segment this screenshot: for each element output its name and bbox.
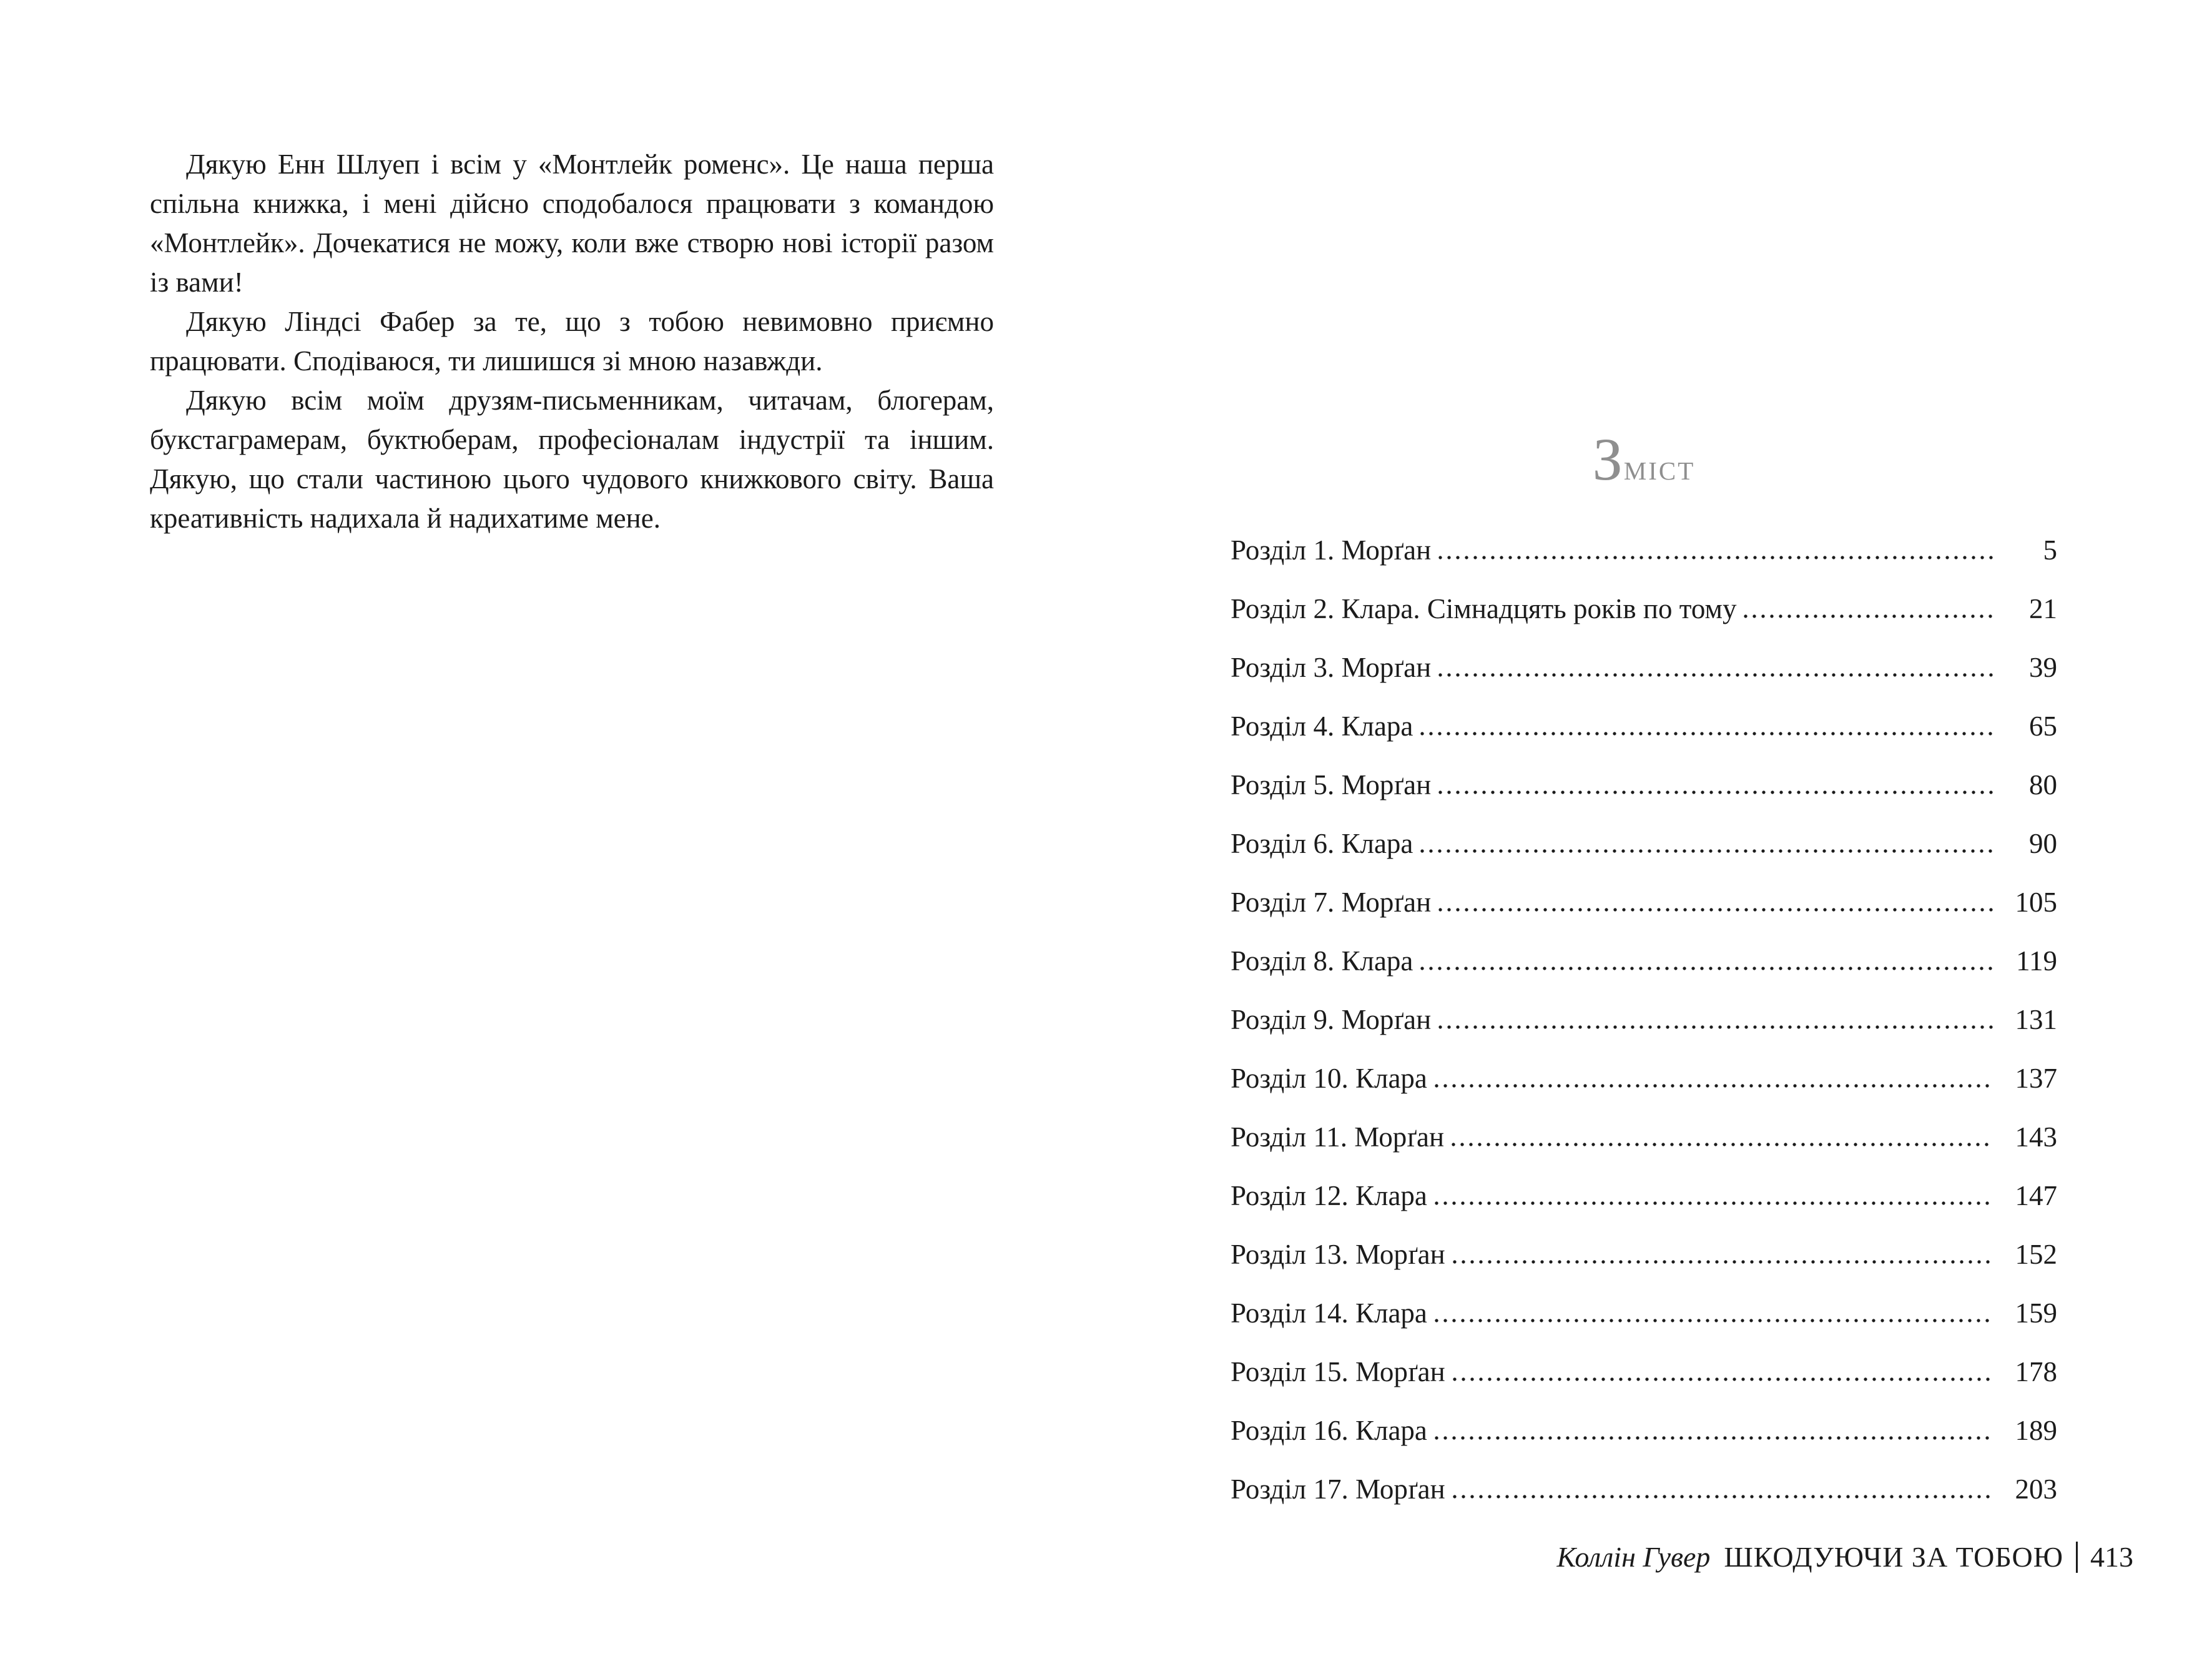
dot-leader	[1453, 1377, 1993, 1381]
footer-book-title: ШКОДУЮЧИ ЗА ТОБОЮ	[1724, 1541, 2063, 1573]
dot-leader	[1420, 967, 1993, 970]
toc-entry	[1231, 536, 2057, 564]
footer-author: Коллін Гувер	[1556, 1541, 1711, 1573]
toc-entry-label: Розділ 15. Морґан	[1231, 1356, 1445, 1387]
toc-entry-page: 131	[2015, 1004, 2057, 1035]
toc-entry-label: Розділ 9. Морґан	[1231, 1004, 1432, 1035]
toc-entry-label: Розділ 8. Клара	[1231, 945, 1413, 977]
toc-entry	[1231, 712, 2057, 741]
toc-entry	[1231, 1064, 2057, 1093]
toc-entry-page: 21	[2029, 593, 2057, 624]
toc-entry	[1231, 1299, 2057, 1327]
toc-entry-page: 152	[2015, 1239, 2057, 1270]
acknowledgments-paragraph-1: Дякую Енн Шлуеп і всім у «Монтлейк роменс». Це наша перша спільна книжка, і мені дійсно сподобалося працювати з командою «Монтлейк». Дочекатися не можу, коли вже створю нові історії разом із вами!	[150, 149, 994, 298]
toc-entry-label: Розділ 16. Клара	[1231, 1415, 1427, 1446]
toc-entry-label: Розділ 5. Морґан	[1231, 769, 1432, 800]
toc-entry-page: 203	[2015, 1474, 2057, 1505]
dot-leader	[1438, 790, 1993, 794]
toc-entry	[1231, 1416, 2057, 1445]
toc-entry	[1231, 653, 2057, 682]
toc-entry-label: Розділ 11. Морґан	[1231, 1121, 1445, 1153]
toc-entry-label: Розділ 4. Клара	[1231, 711, 1413, 742]
dot-leader	[1453, 1260, 1993, 1264]
toc-entry	[1231, 829, 2057, 858]
toc-entry-page: 143	[2015, 1121, 2057, 1153]
toc-entry-page: 147	[2015, 1180, 2057, 1211]
toc-entry-label: Розділ 1. Морґан	[1231, 534, 1432, 566]
toc-entry	[1231, 1123, 2057, 1151]
dot-leader	[1438, 1025, 1993, 1029]
toc-heading-rest: міст	[1623, 447, 1696, 488]
page-footer	[1557, 1541, 2133, 1573]
toc-entry-label: Розділ 2. Клара. Сімнадцять років по тому	[1231, 593, 1737, 624]
toc-entry	[1231, 594, 2057, 623]
toc-entry	[1231, 947, 2057, 975]
toc-entry-page: 189	[2015, 1415, 2057, 1446]
toc-entry	[1231, 1357, 2057, 1386]
dot-leader	[1438, 556, 1993, 559]
dot-leader	[1453, 1495, 1993, 1499]
toc-entry	[1231, 1005, 2057, 1034]
toc-entry-page: 119	[2016, 945, 2057, 977]
toc-entry-label: Розділ 12. Клара	[1231, 1180, 1427, 1211]
toc-page	[1231, 426, 2057, 1533]
toc-entry-label: Розділ 13. Морґан	[1231, 1239, 1445, 1270]
dot-leader	[1744, 614, 1993, 618]
toc-entry-page: 137	[2015, 1063, 2057, 1094]
toc-entry-page: 39	[2029, 652, 2057, 683]
dot-leader	[1438, 673, 1993, 677]
toc-entry-page: 90	[2029, 828, 2057, 859]
toc-entry	[1231, 770, 2057, 799]
toc-entry-label: Розділ 10. Клара	[1231, 1063, 1427, 1094]
toc-entry	[1231, 1475, 2057, 1504]
toc-entry-page: 5	[2043, 534, 2057, 566]
dot-leader	[1420, 849, 1993, 853]
acknowledgments-page	[150, 145, 994, 538]
dot-leader	[1438, 908, 1993, 912]
toc-entry-page: 65	[2029, 711, 2057, 742]
dot-leader	[1435, 1319, 1993, 1322]
footer-separator	[2076, 1542, 2078, 1573]
toc-entry-page: 159	[2015, 1297, 2057, 1329]
toc-entry-page: 105	[2015, 887, 2057, 918]
toc-entry	[1231, 1240, 2057, 1269]
toc-heading	[1231, 426, 2057, 493]
footer-page-number: 413	[2090, 1541, 2133, 1573]
dot-leader	[1435, 1084, 1993, 1088]
acknowledgments-paragraph-3: Дякую всім моїм друзям-письменникам, читачам, блогерам, букстаграмерам, буктюберам, професіоналам індустрії та іншим. Дякую, що стали частиною цього чудового книжкового світу. Ваша креативність надихала й надихатиме мене.	[150, 385, 994, 534]
dot-leader	[1435, 1201, 1993, 1205]
toc-entry-page: 80	[2029, 769, 2057, 800]
toc-entry-page: 178	[2015, 1356, 2057, 1387]
toc-entry-label: Розділ 3. Морґан	[1231, 652, 1432, 683]
toc-entry	[1231, 888, 2057, 917]
toc-heading-initial: З	[1592, 426, 1624, 493]
dot-leader	[1452, 1143, 1993, 1146]
toc-entry-label: Розділ 14. Клара	[1231, 1297, 1427, 1329]
toc-entry	[1231, 1181, 2057, 1210]
toc-entry-label: Розділ 7. Морґан	[1231, 887, 1432, 918]
toc-entry-label: Розділ 6. Клара	[1231, 828, 1413, 859]
dot-leader	[1420, 732, 1993, 736]
dot-leader	[1435, 1436, 1993, 1440]
acknowledgments-paragraph-2: Дякую Ліндсі Фабер за те, що з тобою невимовно приємно працювати. Сподіваюся, ти лишишся зі мною назавжди.	[150, 306, 994, 377]
toc-entry-label: Розділ 17. Морґан	[1231, 1474, 1445, 1505]
toc-list	[1231, 536, 2057, 1504]
